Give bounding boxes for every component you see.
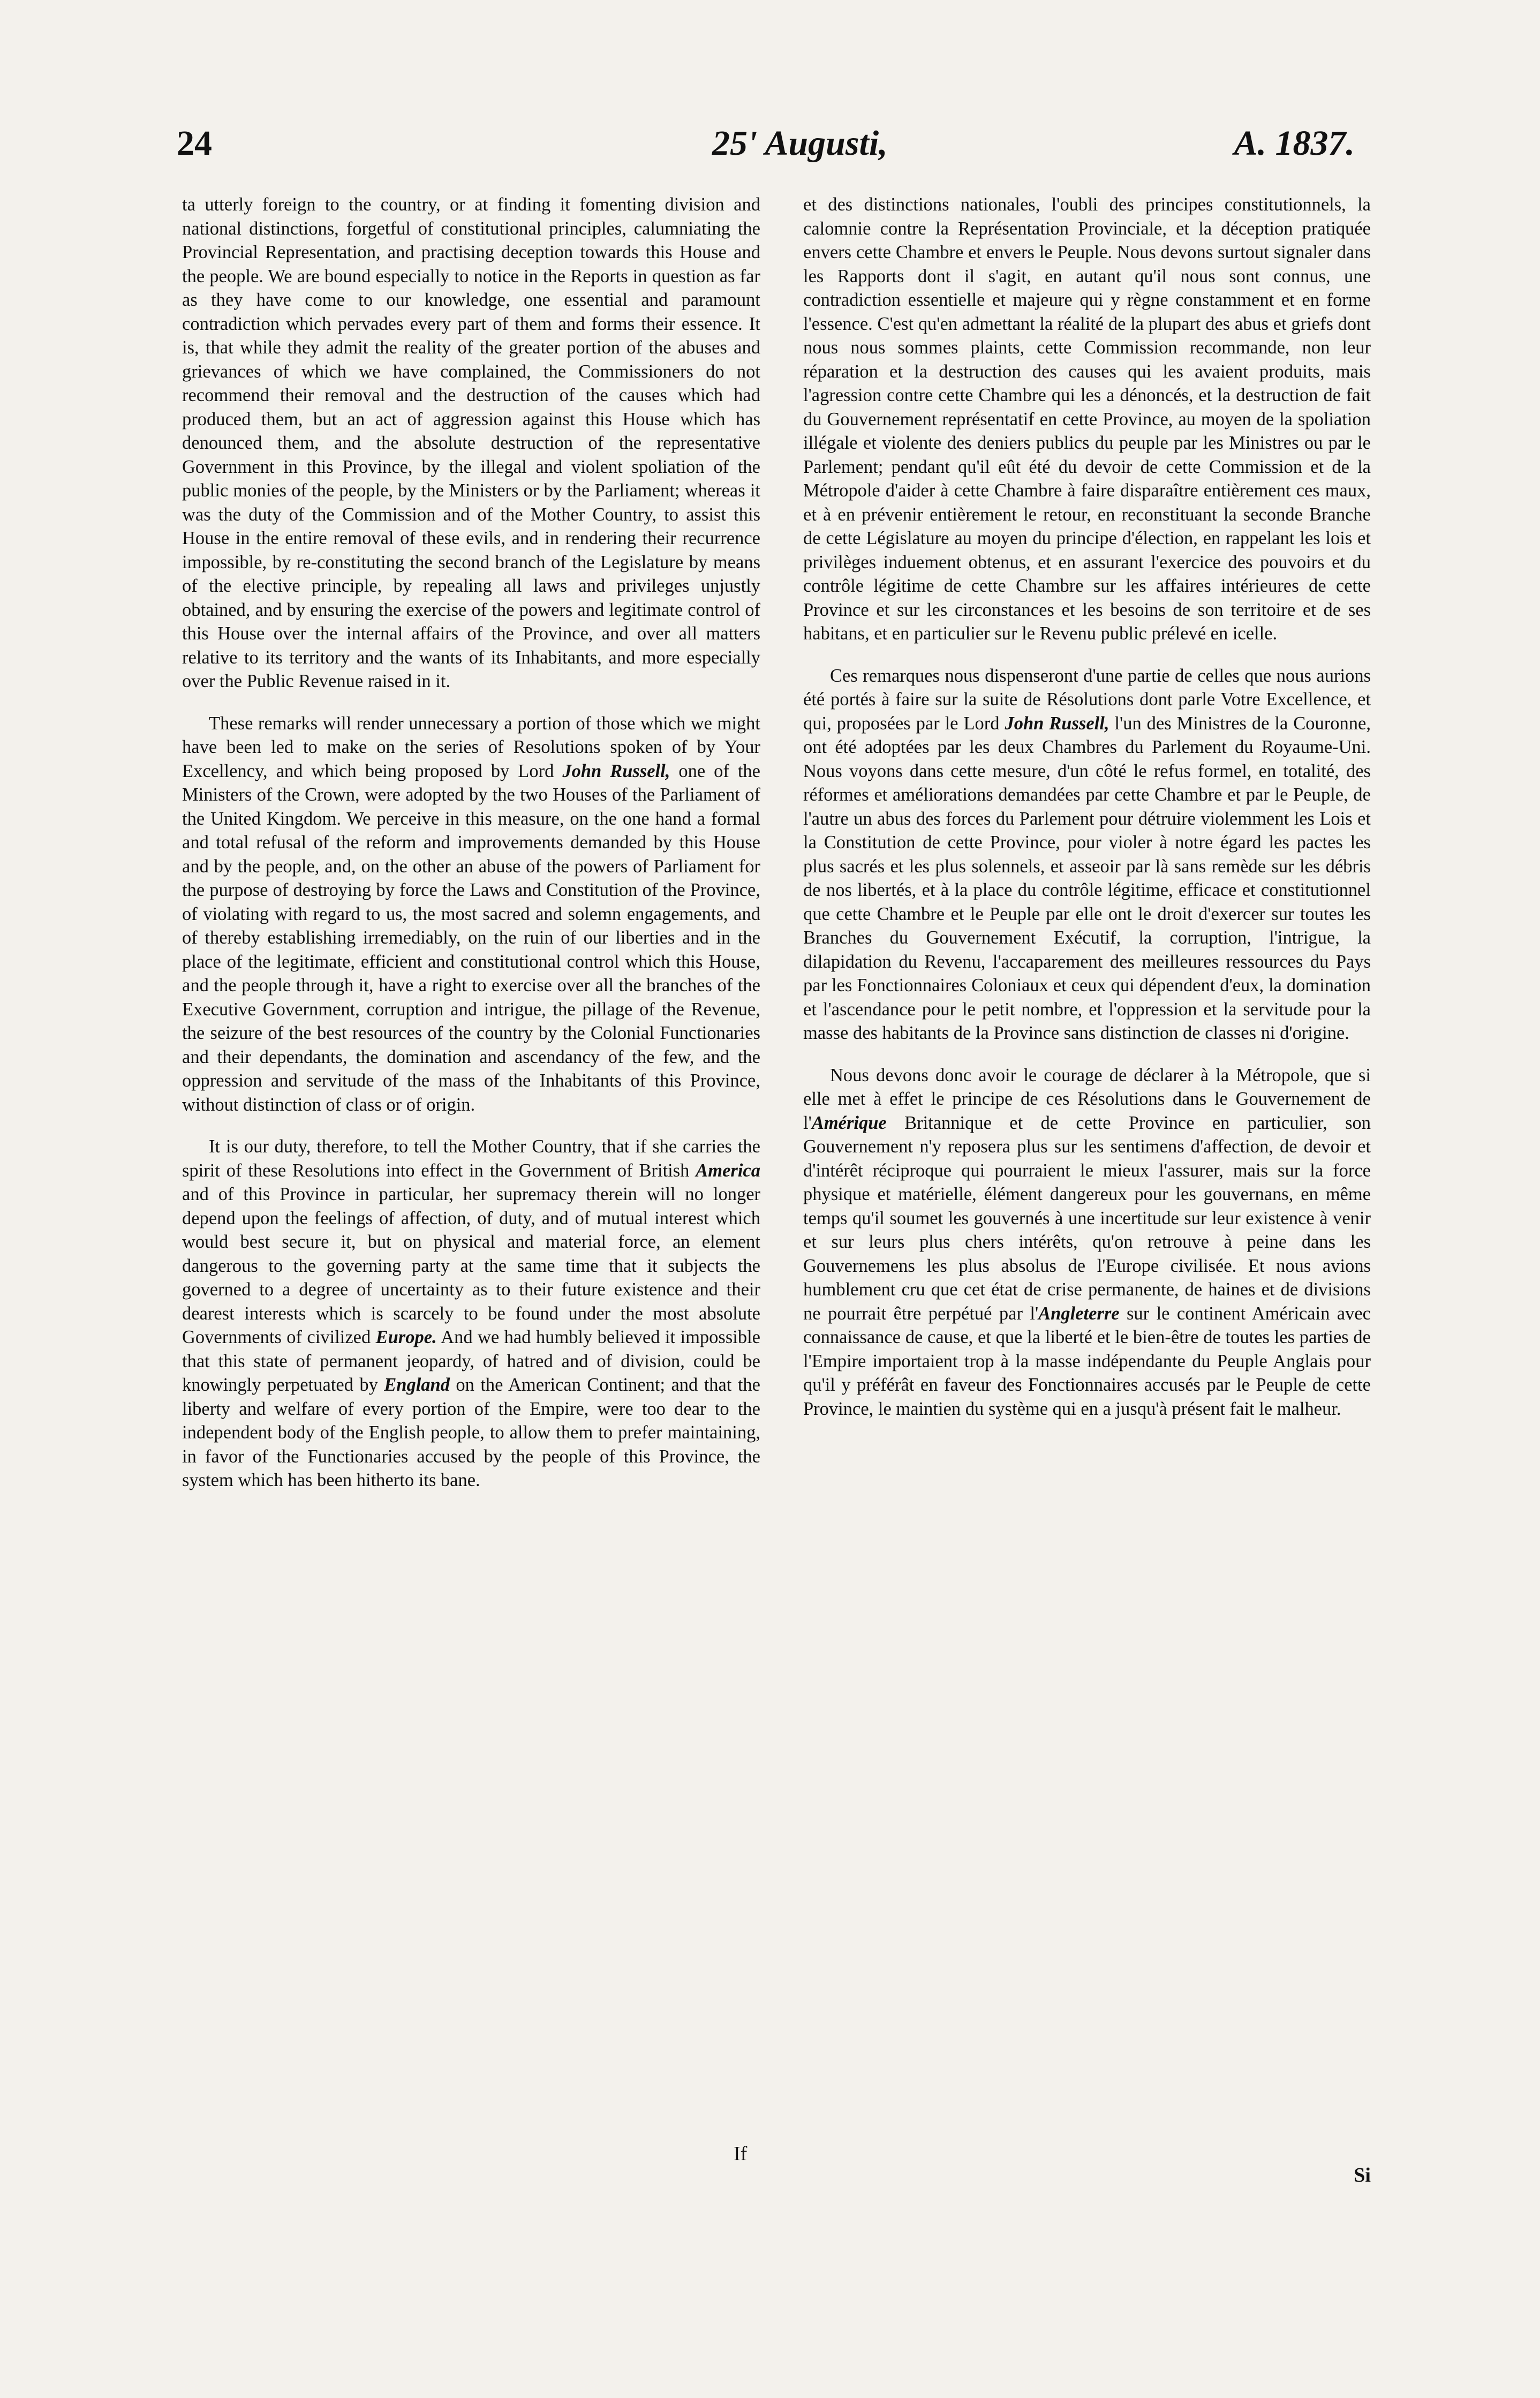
page-number: 24 [177, 124, 212, 163]
text-run: Nous devons donc avoir le courage de déclarer à la Métropole, que si elle met à effet le principe de ces Résolutions dans le Gouvernement de l' [803, 1065, 1371, 1133]
french-paragraph-3 [803, 1064, 1371, 1421]
french-paragraph-2 [803, 664, 1371, 1045]
emphasis-amerique: Amérique [811, 1112, 887, 1133]
french-paragraph-1: et des distinctions nationales, l'oubli des principes constitutionnels, la calomnie contre la Représentation Provinciale, et la déception pratiquée envers cette Chambre et envers le Peuple. Nous devons surtout signaler dans les Rapports dont il s'agit, en autant qu'il nous sont connus, une contradiction essentielle et majeure qui y règne constamment et en forme l'essence. C'est qu'en admettant la réalité de la plupart des abus et griefs dont nous nous sommes plaints, cette Commission recommande, non leur réparation et la destruction des causes qui les avaient produits, mais l'agression contre cette Chambre qui les a dénoncés, et la destruction de fait du Gouvernement représentatif en cette Province, au moyen de la spoliation illégale et violente des deniers publics du peuple par les Ministres ou par le Parlement; pendant qu'il eût été du devoir de cette Commission et de la Métropole d'aider à cette Chambre à faire disparaître entièrement ces maux, et à en prévenir entièrement le retour, en reconstituant la seconde Branche de cette Législature au moyen du principe d'élection, en rappelant les lois et privilèges induement obtenus, et en assurant l'exercice des pouvoirs et du contrôle légitime de cette Chambre sur les affaires intérieures de cette Province et sur les circonstances et les besoins de son territoire et de ses habitans, et en particulier sur le Revenu public prélevé en icelle. [803, 194, 1371, 644]
text-run: These remarks will render unnecessary a portion of those which we might have been led to make on the series of Resolutions spoken of by Your Excellency, and which being proposed by Lord [182, 713, 760, 781]
emphasis-america: America [696, 1160, 760, 1181]
text-run: And we had humbly believed it impossible that this state of permanent jeopardy, of hatred and of division, could be knowingly perpetuated by [182, 1327, 760, 1395]
emphasis-name: John Russell, [1005, 713, 1109, 734]
text-run: on the American Continent; and that the liberty and welfare of every portion of the Empire, were too dear to the independent body of the English people, to allow them to prefer maintaining, in favor of the Functionaries accused by the people of this Province, the system which has been hitherto its bane. [182, 1375, 760, 1490]
document-page [177, 107, 1371, 2292]
catchword-french: Si [1354, 2164, 1371, 2186]
emphasis-europe: Europe. [375, 1327, 437, 1347]
emphasis-angleterre: Angleterre [1038, 1303, 1120, 1324]
text-run: sur le continent Américain avec connaissance de cause, et que la liberté et le bien-être de toutes les parties de l'Empire importaient trop à la masse indépendante du Peuple Anglais pour qu'il y préférât en faveur des Fonctionnaires accusés par le Peuple de cette Province, le maintien du système qui en a jusqu'à présent fait le malheur. [803, 1303, 1371, 1419]
english-paragraph-1: ta utterly foreign to the country, or at finding it fomenting division and national distinctions, forgetful of constitutional principles, calumniating the Provincial Representation, and practising deception towards this House and the people. We are bound especially to notice in the Reports in question as far as they have come to our knowledge, one essential and paramount contradiction which pervades every part of them and forms their essence. It is, that while they admit the reality of the greater portion of the abuses and grievances of which we have complained, the Commissioners do not recommend their removal and the destruction of the causes which had produced them, but an act of aggression against this House which has denounced them, and the absolute destruction of the representative Government in this Province, by the illegal and violent spoliation of the public monies of the people, by the Ministers or by the Parliament; whereas it was the duty of the Commission and of the Mother Country, to assist this House in the entire removal of these evils, and in rendering their recurrence impossible, by re-constituting the second branch of the Legislature by means of the elective principle, by repealing all laws and privileges unjustly obtained, and by ensuring the exercise of the powers and legitimate control of this House over the internal affairs of the Province, and over all matters relative to its territory and the wants of its Inhabitants, and more especially over the Public Revenue raised in it. [182, 194, 760, 691]
catchword-english: If [734, 2143, 748, 2165]
emphasis-england: England [384, 1375, 450, 1395]
page-header [177, 123, 1371, 187]
text-run: It is our duty, therefore, to tell the Mother Country, that if she carries the spirit of these Resolutions into effect in the Government of British [182, 1136, 760, 1181]
french-column [803, 193, 1371, 1430]
english-paragraph-3 [182, 1135, 760, 1492]
text-run: Britannique et de cette Province en particulier, son Gouvernement n'y reposera plus sur les sentimens d'affection, de devoir et d'intérêt réciproque qui pourraient le mieux l'assurer, mais sur la force physique et matérielle, élément dangereux pour les gouvernans, en même temps qu'il soumet les gouvernés à une incertitude sur leur existence à venir et sur leurs plus chers intérêts, qu'on retrouve à peine dans les Gouvernemens les plus absolus de l'Europe civilisée. Et nous avions humblement cru que cet état de crise permanente, de haines et de divisions ne pourrait être perpétué par l' [803, 1112, 1371, 1324]
text-run: Ces remarques nous dispenseront d'une partie de celles que nous aurions été portés à faire sur la suite de Résolutions dont parle Votre Excellence, et qui, proposées par le Lord [803, 665, 1371, 734]
text-run: l'un des Ministres de la Couronne, ont été adoptées par les deux Chambres du Parlement du Royaume-Uni. Nous voyons dans cette mesure, d'un côté le refus formel, en totalité, des réformes et améliorations demandées par cette Chambre et par le Peuple, de l'autre un abus des forces du Parlement pour détruire violemment les Lois et la Constitution de cette Province, pour violer à notre égard les pactes les plus sacrés et les plus solennels, et asseoir par là sans remède sur les débris de nos libertés, et à la place du contrôle légitime, efficace et constitutionnel que cette Chambre et le Peuple par elle ont le droit d'exercer sur toutes les Branches du Gouvernement Exécutif, la corruption, l'intrigue, la dilapidation du Revenu, l'accaparement des meilleures ressources du Pays par les Fonctionnaires Coloniaux et ceux qui dépendent d'eux, la domination et l'ascendance pour le petit nombre, et l'oppression et la servitude pour la masse des habitants de la Province sans distinction de classes ni d'origine. [803, 713, 1371, 1043]
emphasis-name: John Russell, [562, 760, 670, 781]
english-column [182, 193, 760, 1502]
english-paragraph-2 [182, 712, 760, 1117]
text-run: one of the Ministers of the Crown, were adopted by the two Houses of the Parliament of the United Kingdom. We perceive in this measure, on the one hand a formal and total refusal of the reform and improvements demanded by this House and by the people, and, on the other an abuse of the powers of Parliament for the purpose of destroying by force the Laws and Constitution of the Province, of violating with regard to us, the most sacred and solemn engagements, and of thereby establishing irremediably, on the ruin of our liberties and in the place of the legitimate, efficient and constitutional control which this House, and the people through it, have a right to exercise over all the branches of the Executive Government, corruption and intrigue, the pillage of the Revenue, the seizure of the best resources of the country by the Colonial Functionaries and their dependants, the domination and ascendancy of the few, and the oppression and servitude of the mass of the Inhabitants of this Province, without distinction of class or of origin. [182, 760, 760, 1115]
text-run: and of this Province in particular, her supremacy therein will no longer depend upon the feelings of affection, of duty, and of mutual interest which would best secure it, but on physical and material force, an element dangerous to the governing party at the same time that it subjects the governed to a degree of uncertainty as to their future existence and their dearest interests which is scarcely to be found under the most absolute Governments of civilized [182, 1184, 760, 1347]
header-date: 25' Augusti, [712, 124, 888, 163]
header-year: A. 1837. [1234, 124, 1355, 163]
